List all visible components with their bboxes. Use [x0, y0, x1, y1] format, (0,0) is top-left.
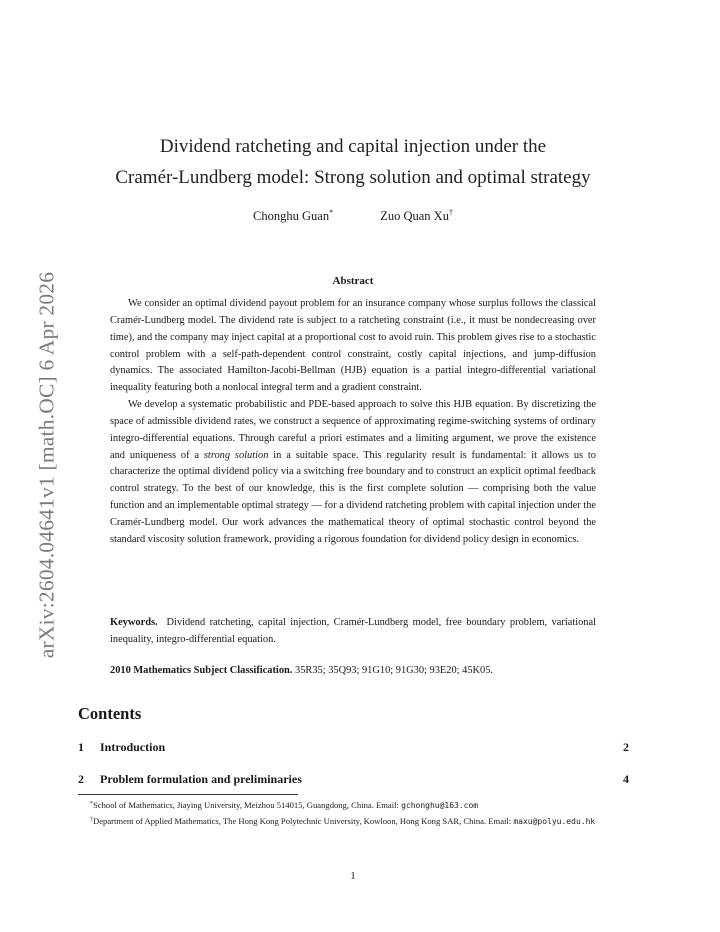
footnotes — [78, 797, 629, 829]
keywords — [110, 615, 596, 648]
keywords-text: Dividend ratcheting, capital injection, Cramér-Lundberg model, free boundary problem, variational inequality, integro-differential equation. — [110, 617, 596, 645]
author-1 — [253, 208, 333, 224]
page-number: 1 — [350, 870, 356, 882]
author-2 — [380, 208, 453, 224]
email-link[interactable]: gchonghu@163.com — [401, 801, 479, 810]
toc-entry-problem-formulation[interactable] — [78, 772, 629, 787]
title-line-2: Cramér-Lundberg model: Strong solution and optimal strategy — [115, 167, 591, 188]
contents-heading: Contents — [78, 704, 142, 723]
keywords-label: Keywords. — [110, 617, 158, 628]
abstract-body — [110, 296, 596, 549]
email-link[interactable]: maxu@polyu.edu.hk — [513, 817, 596, 827]
footnote-rule — [78, 794, 298, 795]
toc-page: 4 — [623, 772, 629, 786]
abstract-paragraph-2: We develop a systematic probabilistic and PDE-based approach to solve this HJB equation. By discretizing the space of admissible dividend rates, we construct a sequence of approximating regime-switching systems of ordinary integro-differential equations. Through careful a priori estimates and a limiting argument, we prove the existence and uniqueness of a strong solution in a suitable space. This regularity result is fundamental: it allows us to characterize the optimal dividend policy via a switching free boundary and to construct an explicit optimal feedback control strategy. To the best of our knowledge, this is the first complete solution — comprising both the value function and an implementable optimal strategy — for a dividend ratcheting problem with capital injection under the Cramér-Lundberg model. Our work advances the mathematical theory of optimal stochastic control beyond the standard viscosity solution framework, providing a rigorous foundation for dividend policy design in economics. — [110, 399, 596, 545]
msc-label: 2010 Mathematics Subject Classification. — [110, 665, 293, 676]
msc-classification — [110, 663, 596, 679]
footnote-2: †Department of Applied Mathematics, The Hong Kong Polytechnic University, Kowloon, Hong Kong SAR, China. Email: maxu@polyu.edu.hk — [90, 816, 596, 827]
author-name: Chonghu Guan — [253, 209, 330, 223]
author-list — [0, 208, 706, 224]
footnote-mark: † — [448, 208, 453, 217]
toc-number: 2 — [78, 772, 84, 786]
toc-title: Introduction — [100, 740, 166, 754]
abstract-heading: Abstract — [332, 275, 374, 287]
author-name: Zuo Quan Xu — [380, 209, 449, 223]
abstract-paragraph-1: We consider an optimal dividend payout problem for an insurance company whose surplus follows the classical Cramér-Lundberg model. The dividend rate is subject to a ratcheting constraint (i.e., it must be nondecreasing over time), and the company may inject capital at a proportional cost to avoid ruin. This problem gives rise to a stochastic control problem with a self-path-dependent control constraint, costly capital injections, and jump-diffusion dynamics. The associated Hamilton-Jacobi-Bellman (HJB) equation is a partial integro-differential variational inequality featuring both a nonlocal integral term and a gradient constraint. — [110, 298, 596, 394]
toc-number: 1 — [78, 740, 84, 754]
title-line-1: Dividend ratcheting and capital injection under the — [159, 136, 547, 157]
footnote-mark: * — [329, 208, 334, 217]
paper-title — [60, 131, 646, 193]
toc-title: Problem formulation and preliminaries — [100, 772, 302, 786]
emphasis-strong-solution: strong solution — [203, 449, 269, 461]
arxiv-identifier: arXiv:2604.04641v1 [math.OC] 6 Apr 2026 — [34, 271, 59, 659]
toc-page: 2 — [623, 740, 629, 754]
footnote-1: *School of Mathematics, Jiaying University, Meizhou 514015, Guangdong, China. Email: gchonghu@163.com — [90, 800, 479, 810]
toc-entry-introduction[interactable] — [78, 740, 629, 755]
msc-codes: 35R35; 35Q93; 91G10; 91G30; 93E20; 45K05. — [295, 665, 494, 676]
